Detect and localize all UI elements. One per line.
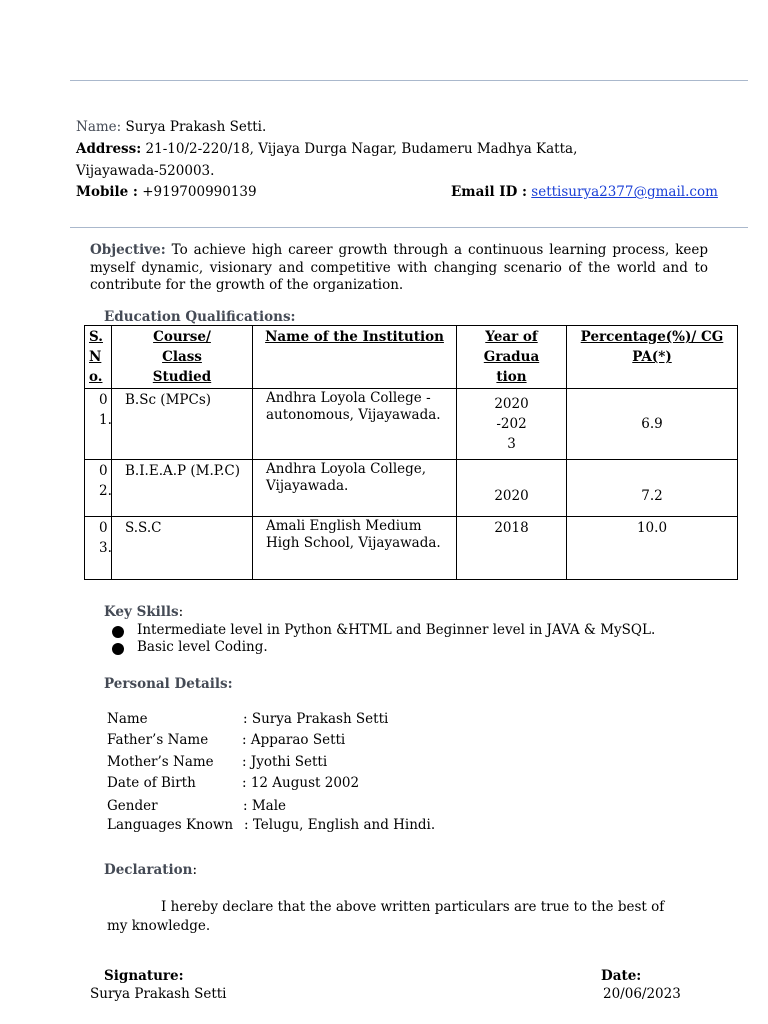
mobile-label: Mobile :: [76, 184, 138, 200]
row-institution: Andhra Loyola College - autonomous, Vijayawada.: [253, 389, 457, 460]
education-table: [84, 325, 738, 580]
address-line-2: Vijayawada-520003.: [76, 163, 215, 179]
row-percentage: 10.0: [567, 517, 738, 580]
contact-mobile-line: [76, 184, 257, 200]
objective-paragraph: [90, 242, 708, 295]
top-divider: [70, 80, 748, 81]
skill-item: Intermediate level in Python &HTML and Beginner level in JAVA & MySQL.: [137, 622, 656, 638]
row-percentage: 7.2: [567, 460, 738, 517]
address-line-1: 21-10/2-220/18, Vijaya Durga Nagar, Budameru Madhya Katta,: [145, 141, 578, 157]
address-label: Address:: [76, 141, 142, 157]
row-sno: 03.: [85, 517, 112, 580]
skills-colon: :: [178, 604, 184, 620]
header-course: Course/ Class Studied: [112, 326, 253, 389]
personal-label: Mother’s Name: [107, 754, 214, 770]
education-header-row: [85, 326, 738, 389]
row-year: 2018: [457, 517, 567, 580]
date-label: Date:: [601, 968, 642, 984]
personal-label: Date of Birth: [107, 775, 196, 791]
declaration-line-2: my knowledge.: [107, 918, 211, 934]
skill-item: Basic level Coding.: [137, 639, 268, 655]
row-year: 2020: [457, 460, 567, 517]
row-institution: Amali English Medium High School, Vijayawada.: [253, 517, 457, 580]
row-sno: 02.: [85, 460, 112, 517]
row-course: B.Sc (MPCs): [112, 389, 253, 460]
declaration-colon: :: [192, 862, 197, 878]
personal-value: : 12 August 2002: [242, 775, 360, 791]
email-label: Email ID :: [451, 184, 527, 200]
header-institution: Name of the Institution: [253, 326, 457, 389]
skills-heading: Key Skills: [104, 604, 179, 620]
contact-email-line: [451, 184, 718, 200]
row-institution: Andhra Loyola College, Vijayawada.: [253, 460, 457, 517]
row-course: B.I.E.A.P (M.P.C): [112, 460, 253, 517]
objective-label: Objective:: [90, 242, 166, 258]
name-value: Surya Prakash Setti.: [125, 119, 267, 135]
personal-label: Gender: [107, 798, 158, 814]
row-percentage: 6.9: [567, 389, 738, 460]
personal-value: : Apparao Setti: [242, 732, 346, 748]
personal-label: Name: [107, 711, 148, 727]
personal-label: Father’s Name: [107, 732, 209, 748]
personal-value: : Jyothi Setti: [242, 754, 328, 770]
personal-label: Languages Known: [107, 817, 234, 833]
personal-value: : Male: [243, 798, 287, 814]
signature-name: Surya Prakash Setti: [90, 986, 227, 1002]
personal-value: : Telugu, English and Hindi.: [244, 817, 436, 833]
contact-divider: [70, 227, 748, 228]
header-year: Year of Graduation: [457, 326, 567, 389]
name-label: Name:: [76, 119, 122, 135]
bullet-icon: [112, 626, 124, 638]
contact-name-line: [76, 119, 266, 135]
header-sno: S.No.: [85, 326, 112, 389]
date-value: 20/06/2023: [603, 986, 681, 1002]
table-row: [85, 389, 738, 460]
header-percentage: Percentage(%)/ CGPA(*): [567, 326, 738, 389]
objective-text: To achieve high career growth through a continuous learning process, keep myself dynamic, visionary and competitive with changing scenario of the world and to contribute for the growth of the organization.: [90, 242, 709, 293]
personal-value: : Surya Prakash Setti: [243, 711, 389, 727]
row-sno: 01.: [85, 389, 112, 460]
signature-label: Signature:: [104, 968, 184, 984]
education-heading: Education Qualifications:: [104, 309, 296, 325]
row-course: S.S.C: [112, 517, 253, 580]
personal-heading: Personal Details:: [104, 676, 233, 692]
table-row: [85, 517, 738, 580]
skills-heading-line: [104, 604, 183, 620]
table-row: [85, 460, 738, 517]
declaration-line-1: I hereby declare that the above written particulars are true to the best of: [161, 899, 665, 915]
declaration-heading-line: [104, 862, 197, 878]
contact-address-line: [76, 141, 577, 157]
declaration-heading: Declaration: [104, 862, 193, 878]
row-year: 2020-2023: [457, 389, 567, 460]
bullet-icon: [112, 643, 124, 655]
email-link[interactable]: settisurya2377@gmail.com: [531, 184, 718, 200]
mobile-value: +919700990139: [142, 184, 257, 200]
